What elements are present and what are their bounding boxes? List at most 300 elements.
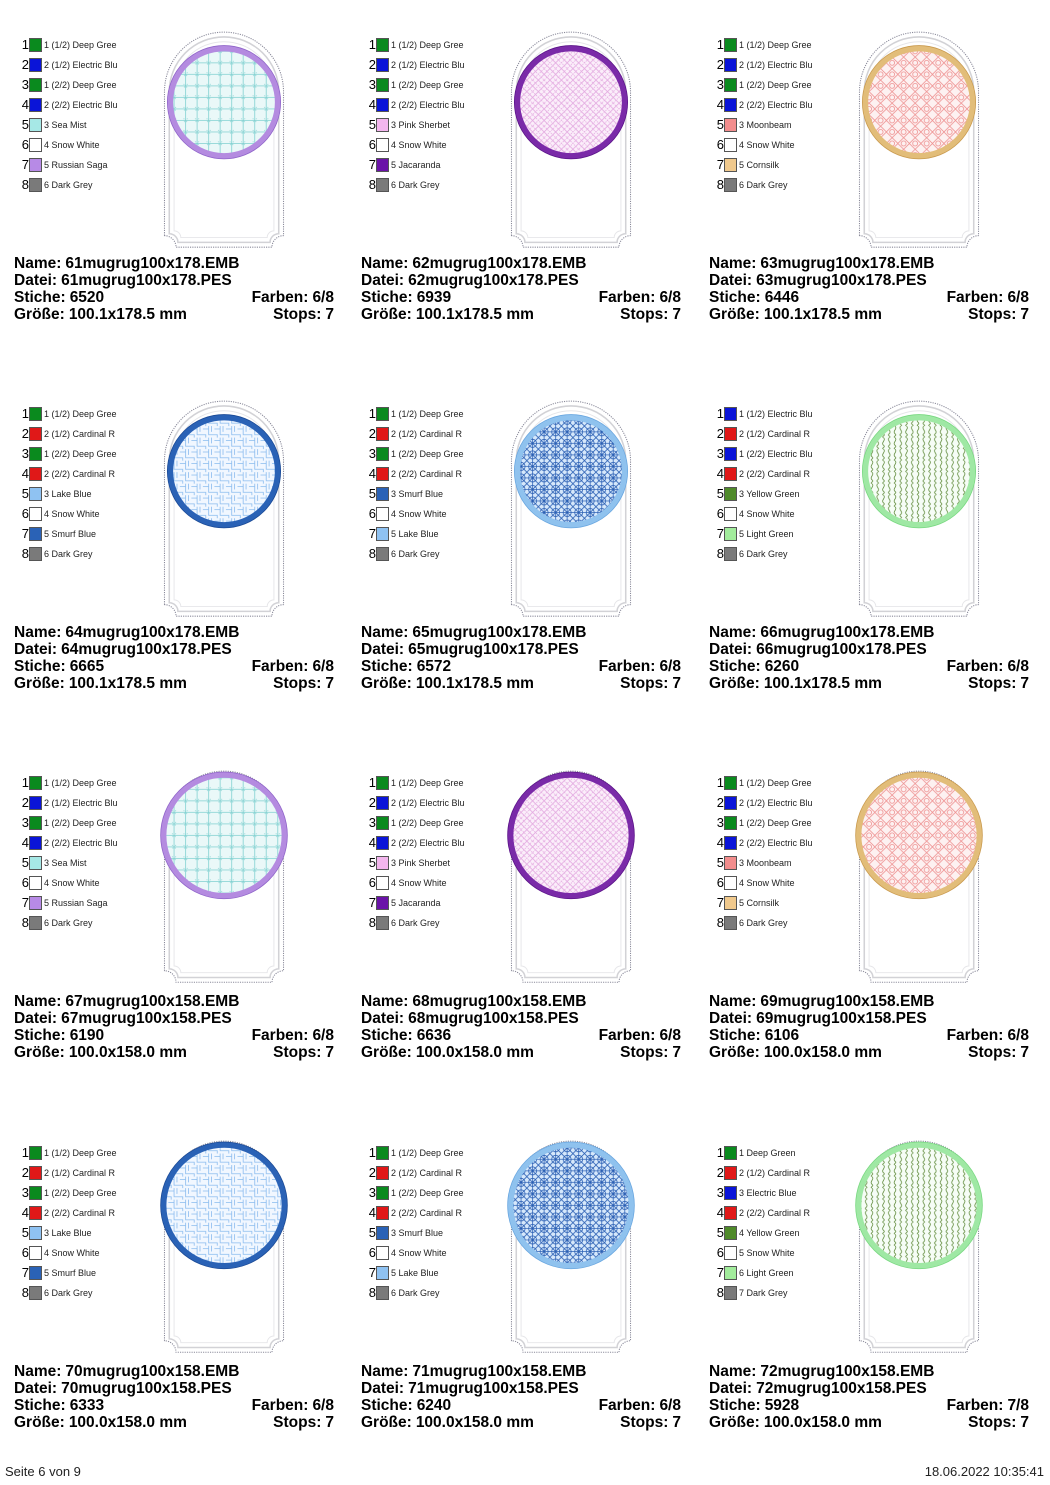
- legend-number: 6: [368, 137, 376, 152]
- color-swatch: [724, 407, 737, 421]
- legend-item: [715, 117, 835, 133]
- thread-label: 2 (1/2) Electric Blu: [739, 798, 813, 808]
- thread-label: 1 (1/2) Deep Gree: [391, 778, 464, 788]
- legend-item: [715, 855, 835, 871]
- legend-number: 8: [21, 1285, 29, 1300]
- name-key: Name:: [361, 255, 409, 272]
- stiche-key: Stiche:: [709, 1027, 761, 1044]
- legend-item: [20, 446, 140, 462]
- name-key: Name:: [14, 255, 62, 272]
- info-line: [361, 1044, 681, 1061]
- legend-number: 2: [21, 57, 29, 72]
- design-info: [14, 993, 334, 1061]
- color-swatch: [376, 98, 389, 112]
- info-line: [709, 675, 1029, 692]
- name-value: 71mugrug100x158.EMB: [412, 1363, 587, 1380]
- color-swatch: [29, 876, 42, 890]
- thread-label: 4 Snow White: [391, 878, 447, 888]
- legend-item: [20, 57, 140, 73]
- legend-number: 5: [716, 486, 724, 501]
- embroidery-preview: [849, 11, 989, 251]
- legend-number: 8: [716, 915, 724, 930]
- legend-item: [20, 895, 140, 911]
- color-swatch: [724, 138, 737, 152]
- thread-label: 2 (2/2) Electric Blu: [739, 100, 813, 110]
- name-key: Name:: [361, 624, 409, 641]
- farben-value: 6/8: [312, 1397, 334, 1414]
- groesse-value: 100.1x178.5 mm: [415, 306, 534, 323]
- legend-number: 2: [368, 426, 376, 441]
- legend-item: [20, 1265, 140, 1281]
- thread-label: 2 (1/2) Electric Blu: [44, 60, 118, 70]
- groesse-key: Größe:: [709, 675, 760, 692]
- thread-label: 1 (2/2) Deep Gree: [391, 80, 464, 90]
- name-key: Name:: [709, 993, 757, 1010]
- legend-number: 7: [716, 157, 724, 172]
- name-value: 68mugrug100x158.EMB: [412, 993, 587, 1010]
- color-swatch: [724, 1206, 737, 1220]
- legend-number: 3: [716, 446, 724, 461]
- thread-label: 3 Electric Blue: [739, 1188, 797, 1198]
- datei-value: 66mugrug100x178.PES: [756, 641, 927, 658]
- datei-value: 62mugrug100x178.PES: [408, 272, 579, 289]
- color-swatch: [376, 507, 389, 521]
- thread-label: 6 Dark Grey: [44, 180, 93, 190]
- farben-key: Farben:: [251, 1027, 309, 1044]
- stiche-key: Stiche:: [361, 1397, 413, 1414]
- legend-item: [367, 1165, 487, 1181]
- design-info: [14, 255, 334, 323]
- legend-item: [367, 815, 487, 831]
- stops-key: Stops:: [273, 675, 322, 692]
- legend-number: 1: [21, 1145, 29, 1160]
- farben-value: 6/8: [659, 289, 681, 306]
- design-card: [361, 746, 706, 1115]
- color-swatch: [29, 407, 42, 421]
- thread-label: 4 Snow White: [391, 1248, 447, 1258]
- legend-number: 5: [21, 486, 29, 501]
- legend-number: 6: [716, 506, 724, 521]
- name-key: Name:: [14, 1363, 62, 1380]
- stops-group: [620, 1044, 681, 1061]
- color-swatch: [724, 856, 737, 870]
- stops-key: Stops:: [620, 1414, 669, 1431]
- color-swatch: [376, 58, 389, 72]
- thread-label: 3 Moonbeam: [739, 120, 792, 130]
- color-swatch: [29, 78, 42, 92]
- name-value: 66mugrug100x178.EMB: [760, 624, 935, 641]
- legend-item: [20, 486, 140, 502]
- info-line: [361, 993, 681, 1010]
- stiche-value: 6665: [69, 658, 105, 675]
- legend-number: 3: [368, 446, 376, 461]
- info-line: [709, 1414, 1029, 1431]
- color-swatch: [29, 896, 42, 910]
- farben-key: Farben:: [598, 658, 656, 675]
- color-swatch: [724, 816, 737, 830]
- legend-number: 8: [368, 1285, 376, 1300]
- info-line: [14, 1027, 334, 1044]
- info-line: [709, 306, 1029, 323]
- datei-value: 70mugrug100x158.PES: [61, 1380, 232, 1397]
- embroidery-preview: [501, 749, 641, 989]
- color-swatch: [29, 1286, 42, 1300]
- stiche-value: 6939: [416, 289, 452, 306]
- color-swatch: [724, 1146, 737, 1160]
- design-card: [14, 377, 359, 746]
- legend-item: [715, 895, 835, 911]
- design-info: [361, 624, 681, 692]
- stops-value: 7: [325, 675, 334, 692]
- datei-key: Datei:: [14, 641, 58, 658]
- stops-key: Stops:: [273, 1414, 322, 1431]
- thread-label: 1 Deep Green: [739, 1148, 796, 1158]
- color-swatch: [29, 796, 42, 810]
- info-line: [14, 1414, 334, 1431]
- legend-number: 2: [716, 57, 724, 72]
- stiche-value: 6190: [69, 1027, 105, 1044]
- stiche-key: Stiche:: [709, 1397, 761, 1414]
- thread-label: 5 Russian Saga: [44, 160, 108, 170]
- farben-value: 6/8: [659, 1027, 681, 1044]
- thread-label: 3 Pink Sherbet: [391, 120, 451, 130]
- legend-item: [715, 1145, 835, 1161]
- thread-label: 6 Dark Grey: [739, 918, 788, 928]
- legend-item: [20, 77, 140, 93]
- legend-item: [367, 546, 487, 562]
- legend-item: [367, 177, 487, 193]
- legend-item: [715, 406, 835, 422]
- legend-number: 5: [716, 1225, 724, 1240]
- legend-item: [367, 855, 487, 871]
- stops-group: [968, 675, 1029, 692]
- thread-label: 1 (2/2) Deep Gree: [44, 818, 117, 828]
- name-key: Name:: [709, 255, 757, 272]
- color-swatch: [724, 876, 737, 890]
- legend-item: [715, 1165, 835, 1181]
- thread-label: 4 Snow White: [44, 509, 100, 519]
- farben-key: Farben:: [946, 1027, 1004, 1044]
- legend-item: [367, 875, 487, 891]
- legend-number: 6: [21, 137, 29, 152]
- datei-value: 64mugrug100x178.PES: [61, 641, 232, 658]
- info-line: [709, 1044, 1029, 1061]
- legend-item: [715, 177, 835, 193]
- thread-label: 2 (1/2) Cardinal R: [739, 429, 811, 439]
- thread-label: 3 Lake Blue: [44, 1228, 92, 1238]
- legend-item: [367, 466, 487, 482]
- embroidery-preview: [154, 11, 294, 251]
- thread-label: 4 Snow White: [739, 509, 795, 519]
- legend-item: [20, 1285, 140, 1301]
- stops-group: [273, 1414, 334, 1431]
- color-swatch: [724, 98, 737, 112]
- color-swatch: [376, 138, 389, 152]
- thread-label: 6 Light Green: [739, 1268, 794, 1278]
- legend-item: [20, 1145, 140, 1161]
- stops-key: Stops:: [620, 306, 669, 323]
- stops-group: [620, 675, 681, 692]
- thread-label: 3 Sea Mist: [44, 120, 87, 130]
- thread-label: 1 (2/2) Deep Gree: [44, 80, 117, 90]
- color-swatch: [29, 527, 42, 541]
- thread-label: 2 (1/2) Cardinal R: [391, 429, 463, 439]
- groesse-value: 100.1x178.5 mm: [68, 306, 187, 323]
- info-line: [14, 624, 334, 641]
- datei-value: 63mugrug100x178.PES: [756, 272, 927, 289]
- name-value: 70mugrug100x158.EMB: [65, 1363, 240, 1380]
- name-value: 61mugrug100x178.EMB: [65, 255, 240, 272]
- legend-item: [367, 1145, 487, 1161]
- thread-label: 1 (1/2) Deep Gree: [739, 778, 812, 788]
- legend-number: 1: [716, 1145, 724, 1160]
- design-info: [14, 624, 334, 692]
- legend-item: [715, 815, 835, 831]
- thread-label: 1 (2/2) Deep Gree: [391, 449, 464, 459]
- thread-label: 5 Jacaranda: [391, 898, 441, 908]
- legend-item: [367, 157, 487, 173]
- color-swatch: [29, 1186, 42, 1200]
- datei-value: 72mugrug100x158.PES: [756, 1380, 927, 1397]
- stops-key: Stops:: [968, 1044, 1017, 1061]
- embroidery-preview: [849, 380, 989, 620]
- thread-label: 5 Lake Blue: [391, 1268, 439, 1278]
- thread-label: 1 (1/2) Deep Gree: [44, 778, 117, 788]
- groesse-value: 100.1x178.5 mm: [763, 306, 882, 323]
- datei-key: Datei:: [14, 1380, 58, 1397]
- thread-label: 1 (1/2) Deep Gree: [391, 40, 464, 50]
- legend-item: [20, 835, 140, 851]
- stiche-key: Stiche:: [361, 1027, 413, 1044]
- thread-label: 6 Dark Grey: [391, 1288, 440, 1298]
- stiche-key: Stiche:: [14, 289, 66, 306]
- thread-label: 2 (1/2) Cardinal R: [391, 1168, 463, 1178]
- thread-label: 5 Jacaranda: [391, 160, 441, 170]
- design-card: [709, 8, 1050, 377]
- legend-number: 1: [716, 406, 724, 421]
- legend-item: [715, 1185, 835, 1201]
- legend-number: 8: [716, 546, 724, 561]
- legend-item: [20, 815, 140, 831]
- legend-number: 7: [368, 526, 376, 541]
- name-key: Name:: [709, 624, 757, 641]
- color-swatch: [376, 527, 389, 541]
- legend-item: [367, 1285, 487, 1301]
- color-swatch: [724, 1186, 737, 1200]
- color-swatch: [29, 138, 42, 152]
- stops-key: Stops:: [273, 306, 322, 323]
- color-swatch: [376, 1286, 389, 1300]
- name-key: Name:: [14, 993, 62, 1010]
- thread-label: 1 (2/2) Deep Gree: [44, 449, 117, 459]
- thread-label: 4 Snow White: [391, 509, 447, 519]
- name-value: 65mugrug100x178.EMB: [412, 624, 587, 641]
- stops-value: 7: [672, 675, 681, 692]
- thread-label: 1 (2/2) Deep Gree: [391, 1188, 464, 1198]
- color-swatch: [376, 1246, 389, 1260]
- legend-number: 4: [368, 466, 376, 481]
- legend-item: [367, 77, 487, 93]
- legend-item: [20, 117, 140, 133]
- color-swatch: [724, 776, 737, 790]
- color-swatch: [376, 118, 389, 132]
- groesse-value: 100.0x158.0 mm: [415, 1414, 534, 1431]
- embroidery-preview: [154, 1119, 294, 1359]
- legend-number: 8: [21, 546, 29, 561]
- info-line: [14, 658, 334, 675]
- color-swatch: [29, 776, 42, 790]
- stops-value: 7: [325, 1044, 334, 1061]
- legend-number: 7: [368, 895, 376, 910]
- stiche-value: 6333: [69, 1397, 105, 1414]
- thread-label: 2 (1/2) Electric Blu: [739, 60, 813, 70]
- legend-number: 4: [716, 1205, 724, 1220]
- thread-label: 5 Smurf Blue: [44, 1268, 97, 1278]
- groesse-key: Größe:: [709, 1414, 760, 1431]
- color-swatch: [724, 1286, 737, 1300]
- legend-number: 8: [716, 1285, 724, 1300]
- design-card: [14, 746, 359, 1115]
- thread-label: 6 Dark Grey: [391, 918, 440, 928]
- farben-group: [947, 1027, 1029, 1044]
- thread-label: 1 (1/2) Electric Blu: [739, 409, 813, 419]
- thread-label: 2 (1/2) Cardinal R: [44, 429, 116, 439]
- info-line: [361, 255, 681, 272]
- groesse-value: 100.1x178.5 mm: [763, 675, 882, 692]
- farben-group: [599, 289, 681, 306]
- thread-label: 6 Dark Grey: [391, 549, 440, 559]
- info-line: [361, 658, 681, 675]
- legend-item: [20, 1245, 140, 1261]
- legend-item: [715, 915, 835, 931]
- stiche-value: 6260: [764, 658, 800, 675]
- legend-number: 7: [716, 526, 724, 541]
- stops-group: [968, 1414, 1029, 1431]
- thread-label: 1 (1/2) Deep Gree: [391, 409, 464, 419]
- color-swatch: [29, 1146, 42, 1160]
- color-swatch: [724, 158, 737, 172]
- legend-number: 4: [716, 835, 724, 850]
- groesse-value: 100.0x158.0 mm: [68, 1044, 187, 1061]
- stops-key: Stops:: [273, 1044, 322, 1061]
- design-card: [361, 1116, 706, 1485]
- legend-item: [20, 37, 140, 53]
- color-swatch: [29, 447, 42, 461]
- legend-item: [715, 775, 835, 791]
- legend-item: [367, 97, 487, 113]
- legend-number: 6: [368, 1245, 376, 1260]
- thread-label: 6 Dark Grey: [44, 918, 93, 928]
- legend-item: [20, 177, 140, 193]
- legend-item: [715, 466, 835, 482]
- color-swatch: [724, 487, 737, 501]
- info-line: [361, 289, 681, 306]
- color-swatch: [724, 1226, 737, 1240]
- color-swatch: [29, 178, 42, 192]
- legend-item: [367, 57, 487, 73]
- legend-item: [367, 446, 487, 462]
- legend-number: 1: [21, 37, 29, 52]
- farben-key: Farben:: [946, 658, 1004, 675]
- color-swatch: [29, 836, 42, 850]
- legend-number: 1: [368, 37, 376, 52]
- thread-label: 1 (2/2) Deep Gree: [391, 818, 464, 828]
- name-key: Name:: [14, 624, 62, 641]
- thread-label: 2 (1/2) Cardinal R: [739, 1168, 811, 1178]
- color-swatch: [724, 467, 737, 481]
- legend-number: 3: [368, 815, 376, 830]
- farben-key: Farben:: [251, 289, 309, 306]
- groesse-value: 100.1x178.5 mm: [415, 675, 534, 692]
- thread-label: 1 (2/2) Electric Blu: [739, 449, 813, 459]
- legend-item: [20, 775, 140, 791]
- legend-number: 2: [368, 1165, 376, 1180]
- thread-label: 1 (1/2) Deep Gree: [44, 409, 117, 419]
- legend-number: 4: [21, 1205, 29, 1220]
- stiche-key: Stiche:: [14, 1397, 66, 1414]
- thread-label: 2 (2/2) Electric Blu: [44, 100, 118, 110]
- info-line: [709, 641, 1029, 658]
- color-swatch: [376, 796, 389, 810]
- stops-value: 7: [1020, 675, 1029, 692]
- legend-number: 8: [368, 915, 376, 930]
- legend-number: 8: [368, 177, 376, 192]
- embroidery-preview: [154, 749, 294, 989]
- stops-group: [968, 1044, 1029, 1061]
- info-line: [361, 272, 681, 289]
- legend-item: [715, 875, 835, 891]
- farben-value: 6/8: [1007, 658, 1029, 675]
- legend-number: 4: [21, 97, 29, 112]
- legend-number: 2: [368, 57, 376, 72]
- info-line: [709, 658, 1029, 675]
- farben-key: Farben:: [251, 658, 309, 675]
- name-value: 69mugrug100x158.EMB: [760, 993, 935, 1010]
- color-swatch: [724, 507, 737, 521]
- groesse-value: 100.0x158.0 mm: [763, 1044, 882, 1061]
- legend-number: 5: [21, 855, 29, 870]
- color-swatch: [724, 916, 737, 930]
- legend-number: 6: [716, 137, 724, 152]
- datei-key: Datei:: [709, 1010, 753, 1027]
- legend-number: 6: [21, 1245, 29, 1260]
- legend-number: 1: [21, 775, 29, 790]
- farben-group: [252, 658, 334, 675]
- color-swatch: [724, 178, 737, 192]
- thread-label: 2 (2/2) Cardinal R: [739, 1208, 811, 1218]
- groesse-value: 100.0x158.0 mm: [763, 1414, 882, 1431]
- stiche-value: 6106: [764, 1027, 800, 1044]
- legend-number: 8: [21, 177, 29, 192]
- farben-group: [252, 289, 334, 306]
- thread-label: 2 (1/2) Cardinal R: [44, 1168, 116, 1178]
- legend-number: 8: [21, 915, 29, 930]
- legend-number: 6: [21, 506, 29, 521]
- thread-label: 6 Dark Grey: [44, 549, 93, 559]
- legend-number: 5: [716, 117, 724, 132]
- groesse-value: 100.0x158.0 mm: [415, 1044, 534, 1061]
- legend-number: 4: [368, 835, 376, 850]
- legend-number: 6: [716, 875, 724, 890]
- legend-number: 4: [21, 835, 29, 850]
- legend-number: 1: [21, 406, 29, 421]
- color-swatch: [724, 78, 737, 92]
- thread-label: 7 Dark Grey: [739, 1288, 788, 1298]
- info-line: [14, 255, 334, 272]
- stops-value: 7: [672, 1044, 681, 1061]
- datei-key: Datei:: [14, 1010, 58, 1027]
- thread-label: 5 Russian Saga: [44, 898, 108, 908]
